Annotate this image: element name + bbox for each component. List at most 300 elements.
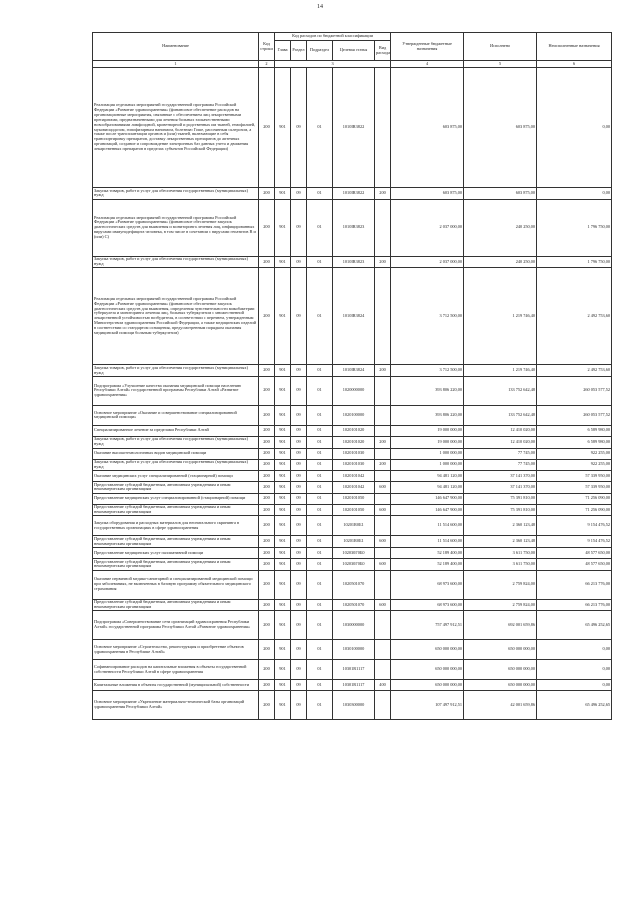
col-number: 5 [464,61,537,68]
row-approved: 68 973 600,00 [391,570,464,599]
row-razdel: 09 [291,436,307,448]
row-podrazdel: 01 [307,559,333,571]
row-approved: 107 497 912,51 [391,691,464,720]
col-number: 4 [391,61,464,68]
row-unexecuted: 65 496 252,65 [537,611,612,640]
table-row [93,199,612,256]
table-row [93,548,612,559]
row-executed: 2 759 824,00 [464,599,537,611]
row-vid [375,570,391,599]
row-target: 1030100000 [333,640,375,660]
row-glava: 901 [275,536,291,548]
row-glava: 901 [275,660,291,680]
row-approved: 19 000 000,00 [391,436,464,448]
row-vid: 600 [375,482,391,494]
table-row [93,680,612,691]
row-podrazdel: 01 [307,548,333,559]
header-code-row: Код строки [259,33,275,61]
row-code: 200 [259,559,275,571]
row-name: Подпрограмма «Улучшение качества оказания медицинской помощи населению Республики Алтай» государственной программы Республики Алтай «Развитие здравоохранения» [93,376,259,405]
row-razdel: 09 [291,365,307,377]
row-approved: 603 875,00 [391,68,464,188]
row-code: 200 [259,640,275,660]
row-approved: 68 973 600,00 [391,599,464,611]
row-unexecuted: 48 577 650,00 [537,548,612,559]
row-executed: 133 752 642,48 [464,405,537,425]
row-code: 200 [259,570,275,599]
row-glava: 901 [275,376,291,405]
row-glava: 901 [275,256,291,268]
row-glava: 901 [275,199,291,256]
row-name: Предоставление субсидий бюджетным, автономным учреждениям и иным некоммерческим организациям [93,482,259,494]
row-podrazdel: 01 [307,504,333,516]
row-unexecuted: 0,00 [537,188,612,200]
row-podrazdel: 01 [307,376,333,405]
header-razdel: Раздел [291,41,307,61]
row-approved: 11 514 600,00 [391,516,464,536]
row-razdel: 09 [291,611,307,640]
row-vid: 400 [375,680,391,691]
row-name: Оказание медицинских услуг специализированной (стационарной) помощи [93,471,259,482]
budget-execution-table [92,32,612,720]
row-podrazdel: 01 [307,448,333,459]
row-razdel: 09 [291,691,307,720]
header-vid: Вид расхода [375,41,391,61]
table-row [93,516,612,536]
row-razdel: 09 [291,680,307,691]
table-row [93,448,612,459]
row-razdel: 09 [291,268,307,365]
row-approved: 11 514 600,00 [391,536,464,548]
row-code: 200 [259,471,275,482]
row-target: 1020501070 [333,570,375,599]
row-razdel: 09 [291,405,307,425]
row-razdel: 09 [291,448,307,459]
row-name: Закупка товаров, работ и услуг для обеспечения государственных (муниципальных) нужд [93,188,259,200]
row-target: 1010IR3822 [333,68,375,188]
row-vid [375,548,391,559]
row-vid [375,376,391,405]
row-name: Закупка оборудования и расходных материалов для неонатального скрининга в государственных организациях в сфере здравоохранения [93,516,259,536]
row-unexecuted: 9 154 476,52 [537,536,612,548]
row-podrazdel: 01 [307,188,333,200]
row-razdel: 09 [291,599,307,611]
row-podrazdel: 01 [307,536,333,548]
row-name: Предоставление субсидий бюджетным, автономным учреждениям и иным некоммерческим организациям [93,504,259,516]
table-row [93,559,612,571]
row-unexecuted: 1 796 750,00 [537,199,612,256]
row-executed: 650 000 000,00 [464,660,537,680]
row-glava: 901 [275,680,291,691]
row-unexecuted: 1 796 750,00 [537,256,612,268]
row-vid: 200 [375,459,391,471]
row-razdel: 09 [291,516,307,536]
row-target: 10201R0Б1 [333,536,375,548]
row-razdel: 09 [291,548,307,559]
row-executed: 1 219 746,40 [464,365,537,377]
table-row [93,68,612,188]
row-approved: 603 875,00 [391,188,464,200]
table-row [93,640,612,660]
row-target: 1020101042 [333,482,375,494]
row-target: 1030300000 [333,691,375,720]
row-executed: 650 000 000,00 [464,640,537,660]
row-unexecuted: 71 256 090,00 [537,504,612,516]
row-podrazdel: 01 [307,405,333,425]
row-executed: 37 141 370,00 [464,471,537,482]
row-podrazdel: 01 [307,691,333,720]
table-row [93,405,612,425]
col-number: 3 [275,61,391,68]
row-glava: 901 [275,559,291,571]
row-approved: 52 189 400,00 [391,559,464,571]
row-name: Капитальные вложения в объекты государственной (муниципальной) собственности [93,680,259,691]
row-name: Закупка товаров, работ и услуг для обеспечения государственных (муниципальных) нужд [93,459,259,471]
row-vid [375,68,391,188]
row-code: 200 [259,493,275,504]
row-target: 102030Г0Б0 [333,548,375,559]
row-razdel: 09 [291,482,307,494]
row-glava: 901 [275,436,291,448]
row-glava: 901 [275,448,291,459]
table-row [93,570,612,599]
row-executed: 2 360 123,48 [464,536,537,548]
col-number: 2 [259,61,275,68]
row-razdel: 09 [291,504,307,516]
row-razdel: 09 [291,376,307,405]
row-glava: 901 [275,548,291,559]
row-unexecuted: 0,00 [537,660,612,680]
row-approved: 393 806 220,00 [391,405,464,425]
row-podrazdel: 01 [307,425,333,436]
row-code: 200 [259,611,275,640]
row-executed: 2 360 123,48 [464,516,537,536]
row-target: 1020101020 [333,436,375,448]
row-code: 200 [259,68,275,188]
row-razdel: 09 [291,536,307,548]
row-glava: 901 [275,599,291,611]
row-name: Основное мероприятие «Оказание и совершенствование специализированной медицинской помощи» [93,405,259,425]
row-podrazdel: 01 [307,482,333,494]
row-target: 10301R1117 [333,660,375,680]
table-row [93,660,612,680]
row-executed: 3 611 750,00 [464,548,537,559]
row-code: 200 [259,599,275,611]
row-unexecuted: 0,00 [537,68,612,188]
row-unexecuted: 0,00 [537,640,612,660]
row-name: Закупка товаров, работ и услуг для обеспечения государственных (муниципальных) нужд [93,365,259,377]
row-glava: 901 [275,405,291,425]
row-approved: 1 000 000,00 [391,448,464,459]
row-name: Основное мероприятие «Укрепление материально-технической базы организаций здравоохранения Республики Алтай» [93,691,259,720]
row-podrazdel: 01 [307,516,333,536]
row-target: 1020101030 [333,448,375,459]
row-target: 1020501070 [333,599,375,611]
row-code: 200 [259,660,275,680]
row-executed: 133 752 642,48 [464,376,537,405]
row-approved: 146 647 900,00 [391,504,464,516]
row-executed: 1 219 746,40 [464,268,537,365]
table-row [93,268,612,365]
row-executed: 12 410 020,00 [464,436,537,448]
row-approved: 3 712 500,00 [391,365,464,377]
row-glava: 901 [275,570,291,599]
table-row [93,504,612,516]
row-razdel: 09 [291,256,307,268]
row-executed: 603 875,00 [464,188,537,200]
row-unexecuted: 6 589 980,00 [537,425,612,436]
row-name: Оказание первичной медико-санитарной и специализированной медицинской помощи при заболеваниях, не включенных в базовую программу обязательного медицинского страхования [93,570,259,599]
table-row [93,436,612,448]
row-code: 200 [259,376,275,405]
row-podrazdel: 01 [307,436,333,448]
row-executed: 75 391 810,00 [464,504,537,516]
row-vid [375,493,391,504]
table-row [93,482,612,494]
row-executed: 603 875,00 [464,68,537,188]
row-executed: 77 745,00 [464,459,537,471]
row-razdel: 09 [291,471,307,482]
row-vid: 600 [375,599,391,611]
table-row [93,611,612,640]
row-vid [375,691,391,720]
col-number: 1 [93,61,259,68]
row-vid: 200 [375,436,391,448]
row-unexecuted: 66 213 776,00 [537,570,612,599]
row-approved: 650 000 000,00 [391,660,464,680]
row-target: 1010IR3824 [333,268,375,365]
row-razdel: 09 [291,493,307,504]
row-glava: 901 [275,640,291,660]
row-razdel: 09 [291,660,307,680]
row-target: 10201R0Б1 [333,516,375,536]
col-number: 6 [537,61,612,68]
row-code: 200 [259,691,275,720]
row-unexecuted: 9 154 476,52 [537,516,612,536]
row-code: 200 [259,256,275,268]
row-code: 200 [259,459,275,471]
table-row [93,471,612,482]
row-name: Основное мероприятие «Строительство, реконструкция и приобретение объектов здравоохранения в Республике Алтай» [93,640,259,660]
table-row [93,376,612,405]
header-unexecuted: Неисполненные назначения [537,33,612,61]
row-vid [375,660,391,680]
row-approved: 2 037 000,00 [391,256,464,268]
row-executed: 37 141 370,00 [464,482,537,494]
row-podrazdel: 01 [307,599,333,611]
row-target: 1020101042 [333,471,375,482]
row-vid: 200 [375,256,391,268]
row-executed: 692 001 659,86 [464,611,537,640]
row-name: Предоставление медицинских услуг паллиативной помощи [93,548,259,559]
row-approved: 19 000 000,00 [391,425,464,436]
row-razdel: 09 [291,570,307,599]
row-unexecuted: 57 339 950,00 [537,482,612,494]
row-podrazdel: 01 [307,68,333,188]
row-approved: 650 000 000,00 [391,680,464,691]
row-name: Закупка товаров, работ и услуг для обеспечения государственных (муниципальных) нужд [93,436,259,448]
row-glava: 901 [275,611,291,640]
row-unexecuted: 2 492 753,60 [537,268,612,365]
row-executed: 42 001 659,86 [464,691,537,720]
table-row [93,365,612,377]
table-row [93,425,612,436]
row-target: 1020000000 [333,376,375,405]
row-code: 200 [259,548,275,559]
row-razdel: 09 [291,640,307,660]
row-glava: 901 [275,504,291,516]
row-target: 1010IR3823 [333,256,375,268]
row-code: 200 [259,188,275,200]
row-approved: 94 481 120,00 [391,482,464,494]
row-approved: 650 000 000,00 [391,640,464,660]
row-target: 1020100000 [333,405,375,425]
row-code: 200 [259,199,275,256]
row-glava: 901 [275,365,291,377]
row-razdel: 09 [291,68,307,188]
row-approved: 757 497 912,51 [391,611,464,640]
row-executed: 240 250,00 [464,199,537,256]
row-glava: 901 [275,691,291,720]
row-code: 200 [259,516,275,536]
row-approved: 2 037 000,00 [391,199,464,256]
row-podrazdel: 01 [307,680,333,691]
row-executed: 77 745,00 [464,448,537,459]
row-executed: 650 000 000,00 [464,680,537,691]
row-approved: 1 000 000,00 [391,459,464,471]
row-vid: 600 [375,536,391,548]
row-name: Подпрограмма «Совершенствование сети организаций здравоохранения Республики Алтай» государственной программы Республики Алтай «Развитие здравоохранения» [93,611,259,640]
row-glava: 901 [275,516,291,536]
row-code: 200 [259,448,275,459]
row-podrazdel: 01 [307,660,333,680]
row-unexecuted: 0,00 [537,680,612,691]
row-podrazdel: 01 [307,365,333,377]
row-razdel: 09 [291,559,307,571]
row-unexecuted: 65 496 252,65 [537,691,612,720]
row-approved: 3 712 500,00 [391,268,464,365]
row-vid [375,268,391,365]
row-target: 1020101030 [333,459,375,471]
row-podrazdel: 01 [307,199,333,256]
row-name: Предоставление субсидий бюджетным, автономным учреждениям и иным некоммерческим организациям [93,536,259,548]
header-executed: Исполнено [464,33,537,61]
row-unexecuted: 260 053 577,52 [537,405,612,425]
row-unexecuted: 2 492 753,60 [537,365,612,377]
table-row [93,256,612,268]
row-approved: 94 481 120,00 [391,471,464,482]
page-number: 14 [317,4,323,10]
header-approved: Утвержденные бюджетные назначения [391,33,464,61]
row-code: 200 [259,482,275,494]
table-row [93,691,612,720]
row-vid [375,640,391,660]
row-code: 200 [259,504,275,516]
row-glava: 901 [275,268,291,365]
row-vid [375,405,391,425]
row-podrazdel: 01 [307,640,333,660]
row-razdel: 09 [291,459,307,471]
row-unexecuted: 66 213 776,00 [537,599,612,611]
row-podrazdel: 01 [307,256,333,268]
row-code: 200 [259,536,275,548]
row-executed: 75 391 810,00 [464,493,537,504]
table-row [93,599,612,611]
row-code: 200 [259,268,275,365]
row-unexecuted: 922 255,00 [537,448,612,459]
row-name: Оказание высокотехнологичных видов медицинской помощи [93,448,259,459]
table-row [93,536,612,548]
row-code: 200 [259,405,275,425]
row-vid [375,611,391,640]
row-vid: 200 [375,188,391,200]
row-name: Специализированное лечение за пределами Республики Алтай [93,425,259,436]
row-vid [375,516,391,536]
row-vid: 600 [375,559,391,571]
row-podrazdel: 01 [307,471,333,482]
row-podrazdel: 01 [307,459,333,471]
row-executed: 240 250,00 [464,256,537,268]
row-unexecuted: 57 339 950,00 [537,471,612,482]
row-name: Реализация отдельных мероприятий государственной программы Российской Федерации «Развитие здравоохранения» (финансовое обеспечение закупок диагностических средств для выявления и мониторинга лечения лиц, инфицированных вирусами иммунодефицита человека, в том числе в сочетании с вирусами гепатитов В и (или) С) [93,199,259,256]
row-name: Предоставление медицинских услуг специализированной (стационарной) помощи [93,493,259,504]
row-target: 1020101050 [333,504,375,516]
header-target: Целевая статья [333,41,375,61]
row-glava: 901 [275,188,291,200]
row-executed: 2 759 824,00 [464,570,537,599]
row-razdel: 09 [291,199,307,256]
row-podrazdel: 01 [307,493,333,504]
row-vid [375,471,391,482]
row-unexecuted: 71 256 090,00 [537,493,612,504]
row-podrazdel: 01 [307,611,333,640]
row-vid [375,448,391,459]
row-vid: 200 [375,365,391,377]
row-target: 102030Г0Б0 [333,559,375,571]
header-budget-classification: Код расходов по бюджетной классификации [275,33,391,41]
row-target: 1010IR3824 [333,365,375,377]
row-unexecuted: 260 053 577,52 [537,376,612,405]
row-name: Закупка товаров, работ и услуг для обеспечения государственных (муниципальных) нужд [93,256,259,268]
row-name: Софинансирование расходов на капитальные вложения в объекты государственной собственности Республики Алтай в сфере здравоохранения [93,660,259,680]
row-code: 200 [259,365,275,377]
row-approved: 146 647 900,00 [391,493,464,504]
table-row [93,459,612,471]
row-glava: 901 [275,459,291,471]
row-glava: 901 [275,425,291,436]
row-approved: 52 189 400,00 [391,548,464,559]
row-vid: 600 [375,504,391,516]
row-target: 1030000000 [333,611,375,640]
table-row [93,493,612,504]
row-target: 1010IR3822 [333,188,375,200]
table-body [93,68,612,720]
row-name: Предоставление субсидий бюджетным, автономным учреждениям и иным некоммерческим организациям [93,599,259,611]
row-unexecuted: 48 577 650,00 [537,559,612,571]
row-name: Реализация отдельных мероприятий государственной программы Российской Федерации «Развитие здравоохранения» (финансовое обеспечение расходов на организационные мероприятия, связанные с обеспечением лиц лекарственными препаратами, предназначенными для лечения больных злокачественными новообразованиями лимфоидной, кроветворной и родственных им тканей, гемофилией, муковисцидозом, гипофизарным нанизмом, болезнью Гоше, рассеянным склерозом, а также после трансплантации органов и (или) тканей, включающие в себя транспортировку препаратов, доставку лекарственных препаратов до аптечных организаций, создание и сопровождение электронных баз данных учета и движения лекарственных препаратов в пределах субъектов Российской Федерации) [93,68,259,188]
row-vid [375,425,391,436]
row-target: 1010IR3823 [333,199,375,256]
row-name: Предоставление субсидий бюджетным, автономным учреждениям и иным некоммерческим организациям [93,559,259,571]
row-podrazdel: 01 [307,268,333,365]
row-executed: 3 611 750,00 [464,559,537,571]
row-code: 200 [259,436,275,448]
row-unexecuted: 6 589 980,00 [537,436,612,448]
header-podrazdel: Подраздел [307,41,333,61]
row-razdel: 09 [291,425,307,436]
row-glava: 901 [275,471,291,482]
row-target: 1020101020 [333,425,375,436]
